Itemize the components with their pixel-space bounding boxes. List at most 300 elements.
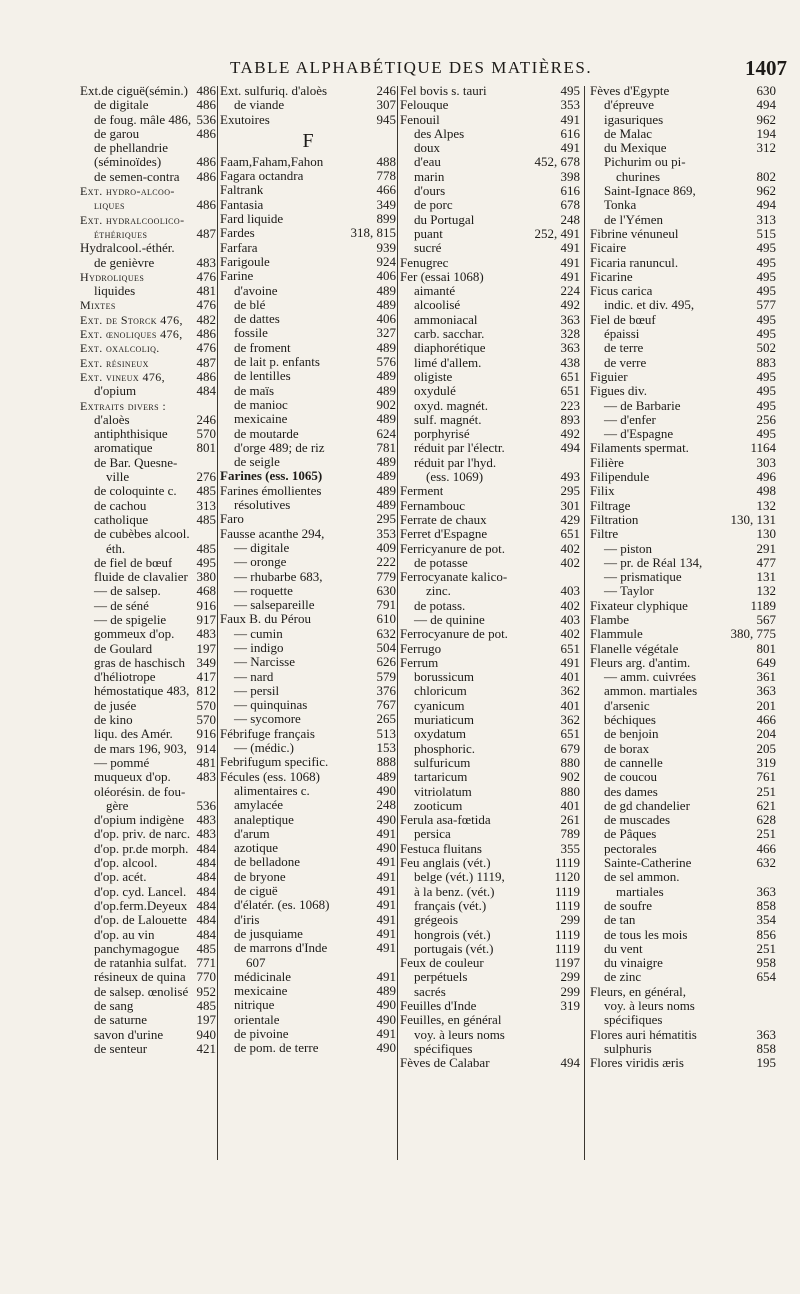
entry-term: — nard: [234, 669, 274, 684]
index-entry: [80, 656, 216, 670]
entry-page-ref: 1119: [554, 940, 580, 956]
entry-page-ref: 380: [196, 569, 216, 585]
entry-page-ref: 486: [196, 197, 216, 213]
entry-term: vitriolatum: [414, 784, 472, 799]
entry-term: Ferret d'Espagne: [400, 527, 488, 542]
index-columns: [80, 84, 780, 1244]
entry-term: oxyd. magnét.: [414, 398, 489, 413]
index-entry: [400, 370, 580, 384]
entry-term: Ext. sulfuriq. d'aloès: [220, 84, 328, 98]
entry-term: de gd chandelier: [604, 798, 690, 813]
entry-page-ref: 486: [196, 154, 216, 170]
entry-page-ref: 363: [560, 340, 580, 356]
index-entry: [400, 684, 580, 698]
index-entry: [220, 455, 396, 469]
entry-term: savon d'urine: [94, 1027, 164, 1042]
entry-page-ref: 489: [376, 382, 396, 398]
entry-page-ref: 327: [376, 325, 396, 341]
index-entry: [80, 1042, 216, 1056]
entry-page-ref: 328: [560, 326, 580, 342]
index-entry: [400, 327, 580, 341]
index-entry: [400, 170, 580, 184]
entry-term: Fèves d'Egypte: [590, 84, 670, 98]
entry-term: du vent: [604, 941, 643, 956]
index-entry: [220, 641, 396, 655]
entry-page-ref: 312: [756, 140, 776, 156]
entry-term: grégeois: [414, 913, 459, 928]
entry-term: d'avoine: [234, 283, 278, 298]
entry-term: — d'enfer: [604, 412, 656, 427]
index-entry: [220, 998, 396, 1012]
entry-term: Flanelle végétale: [590, 641, 679, 656]
index-entry: [80, 356, 216, 370]
entry-page-ref: 490: [376, 840, 396, 856]
index-entry: [400, 227, 580, 241]
entry-page-ref: 767: [376, 697, 396, 713]
entry-page-ref: [774, 999, 776, 1013]
index-entry: [400, 98, 580, 112]
entry-page-ref: 567: [756, 611, 776, 627]
index-entry: [220, 398, 396, 412]
entry-term: de blé: [234, 297, 266, 312]
entry-page-ref: 486: [196, 97, 216, 113]
index-entry: [80, 284, 216, 298]
entry-page-ref: 194: [756, 125, 776, 141]
entry-term: Fard liquide: [220, 212, 284, 227]
entry-term: pectorales: [604, 841, 657, 856]
index-entry: [80, 170, 216, 184]
index-entry: [400, 384, 580, 398]
index-entry: [220, 198, 396, 212]
entry-term: Fiel de bœuf: [590, 312, 656, 327]
index-entry: [80, 699, 216, 713]
entry-page-ref: 495: [756, 240, 776, 256]
index-entry: [80, 684, 216, 698]
entry-term: Feux de couleur: [400, 956, 484, 971]
entry-page-ref: 401: [560, 797, 580, 813]
entry-term: — roquette: [234, 583, 293, 598]
entry-page-ref: 917: [196, 611, 216, 627]
entry-term: à la benz. (vét.): [414, 884, 495, 899]
entry-term: de terre: [604, 341, 644, 356]
entry-page-ref: 678: [560, 197, 580, 213]
index-entry: [220, 727, 396, 741]
index-entry: [590, 241, 776, 255]
entry-page-ref: 481: [196, 283, 216, 299]
index-entry: [590, 742, 776, 756]
index-entry: [80, 213, 216, 227]
index-column-2: [220, 84, 396, 1164]
entry-term: Ext. hydralcoolico-: [80, 212, 185, 227]
index-entry: [220, 498, 396, 512]
index-entry: [220, 512, 396, 526]
entry-term: d'op. pr.de morph.: [94, 841, 189, 856]
entry-page-ref: 495: [756, 254, 776, 270]
index-entry: [80, 98, 216, 112]
entry-term: antiphthisique: [94, 427, 168, 442]
index-entry: [220, 298, 396, 312]
entry-page-ref: 495: [756, 383, 776, 399]
index-entry: [400, 999, 580, 1013]
entry-term: mexicaine: [234, 412, 288, 427]
index-entry: [80, 127, 216, 141]
entry-term: de porc: [414, 198, 453, 213]
entry-term: Ficarine: [590, 269, 633, 284]
entry-page-ref: 483: [196, 826, 216, 842]
index-entry: [220, 312, 396, 326]
entry-term: de seigle: [234, 455, 280, 470]
index-entry: [220, 226, 396, 240]
entry-page-ref: 313: [196, 497, 216, 513]
index-entry: [590, 327, 776, 341]
entry-page-ref: 495: [560, 83, 580, 98]
index-entry: [80, 84, 216, 98]
index-entry: [220, 255, 396, 269]
entry-page-ref: 1119: [554, 883, 580, 899]
index-entry: [80, 399, 216, 413]
entry-page-ref: 945: [376, 111, 396, 127]
entry-page-ref: 354: [756, 912, 776, 928]
entry-page-ref: 291: [756, 540, 776, 556]
entry-page-ref: 363: [756, 883, 776, 899]
entry-term: Filtration: [590, 512, 639, 527]
entry-page-ref: 483: [196, 812, 216, 828]
entry-page-ref: 495: [756, 311, 776, 327]
entry-term: Fenugrec: [400, 255, 449, 270]
entry-term: Ficus carica: [590, 284, 653, 299]
entry-term: igasuriques: [604, 112, 664, 127]
entry-page-ref: [578, 1028, 580, 1042]
entry-term: Fardes: [220, 226, 255, 241]
index-entry: [80, 856, 216, 870]
entry-term: puant: [414, 226, 443, 241]
entry-page-ref: 779: [376, 568, 396, 584]
entry-term: Ext. œnoliques 476,: [80, 327, 183, 342]
entry-term: du Portugal: [414, 212, 475, 227]
entry-page-ref: 380, 775: [730, 626, 776, 642]
entry-page-ref: 651: [560, 526, 580, 542]
entry-term: Ferrugo: [400, 641, 442, 656]
index-entry: [220, 1013, 396, 1027]
entry-term: de cannelle: [604, 755, 663, 770]
index-entry: [220, 684, 396, 698]
entry-page-ref: 402: [560, 540, 580, 556]
entry-page-ref: 1189: [750, 597, 776, 613]
entry-page-ref: 401: [560, 697, 580, 713]
index-entry: [220, 798, 396, 812]
index-entry: [590, 827, 776, 841]
entry-page-ref: 484: [196, 840, 216, 856]
entry-page-ref: 632: [376, 625, 396, 641]
entry-term: de semen-contra: [94, 169, 180, 184]
entry-term: Mixtes: [80, 298, 116, 313]
entry-page-ref: 353: [376, 525, 396, 541]
column-divider: [397, 86, 398, 1160]
index-entry: [80, 956, 216, 970]
entry-page-ref: 513: [376, 725, 396, 741]
entry-term: Fernambouc: [400, 498, 465, 513]
entry-page-ref: 489: [376, 368, 396, 384]
entry-term: Ferment: [400, 484, 444, 499]
entry-term: Faam,Faham,Fahon: [220, 154, 324, 169]
column-divider: [584, 86, 585, 1160]
column-divider: [217, 86, 218, 1160]
entry-term: de mars 196, 903,: [94, 741, 187, 756]
entry-term: Ferrocyanure de pot.: [400, 627, 508, 642]
index-entry: [80, 570, 216, 584]
index-entry: [400, 527, 580, 541]
entry-term: d'épreuve: [604, 98, 654, 113]
entry-page-ref: 624: [376, 425, 396, 441]
index-entry: [80, 742, 216, 756]
entry-term: de froment: [234, 340, 291, 355]
entry-term: résolutives: [234, 498, 291, 513]
entry-term: de senteur: [94, 1041, 148, 1056]
entry-term: de foug. mâle 486,: [94, 112, 192, 127]
entry-page-ref: 761: [756, 769, 776, 785]
entry-page-ref: 495: [756, 283, 776, 299]
entry-page-ref: 789: [560, 826, 580, 842]
entry-page-ref: 476: [196, 268, 216, 284]
index-entry: [400, 727, 580, 741]
entry-page-ref: 494: [560, 440, 580, 456]
index-entry: [220, 884, 396, 898]
index-entry: [400, 813, 580, 827]
entry-term: de phellandrie: [94, 141, 168, 156]
entry-term: Ferrum: [400, 655, 439, 670]
entry-page-ref: 362: [560, 712, 580, 728]
entry-page-ref: 616: [560, 125, 580, 141]
entry-term: de potass.: [414, 598, 466, 613]
index-entry: [590, 870, 776, 884]
entry-term: Fixateur clyphique: [590, 598, 688, 613]
entry-term: ammon. martiales: [604, 684, 698, 699]
index-entry: [400, 770, 580, 784]
entry-page-ref: [578, 570, 580, 584]
entry-term: de manioc: [234, 397, 288, 412]
index-entry: [400, 198, 580, 212]
entry-page-ref: 251: [756, 783, 776, 799]
entry-page-ref: 491: [376, 911, 396, 927]
entry-page-ref: 801: [196, 440, 216, 456]
entry-page-ref: 363: [756, 1026, 776, 1042]
entry-term: de pivoine: [234, 1027, 289, 1041]
index-entry: [80, 370, 216, 384]
entry-page-ref: 489: [376, 768, 396, 784]
entry-page-ref: 491: [376, 925, 396, 941]
entry-term: de zinc: [604, 970, 642, 985]
index-entry: [400, 413, 580, 427]
index-entry: [590, 227, 776, 241]
index-entry: [400, 1028, 580, 1042]
entry-term: Hydroliques: [80, 269, 145, 284]
index-entry: [590, 1042, 776, 1056]
index-entry: [590, 799, 776, 813]
index-entry: [400, 456, 580, 470]
entry-term: Fibrine vénuneul: [590, 226, 679, 241]
index-entry: [590, 699, 776, 713]
entry-term: de muscades: [604, 813, 671, 828]
entry-page-ref: 251: [756, 826, 776, 842]
index-entry: [400, 599, 580, 613]
entry-term: analeptique: [234, 812, 294, 827]
entry-page-ref: 490: [376, 1011, 396, 1027]
entry-page-ref: 495: [756, 268, 776, 284]
entry-page-ref: 153: [376, 740, 396, 756]
index-entry: [220, 284, 396, 298]
entry-page-ref: 489: [376, 296, 396, 312]
entry-term: éth.: [106, 541, 126, 556]
entry-page-ref: 361: [756, 669, 776, 685]
entry-term: sucré: [414, 241, 442, 256]
entry-term: ville: [106, 470, 130, 485]
index-entry: [590, 170, 776, 184]
index-entry: [220, 541, 396, 555]
entry-page-ref: 483: [196, 626, 216, 642]
entry-term: français (vét.): [414, 898, 487, 913]
index-entry: [400, 613, 580, 627]
entry-page-ref: 1119: [554, 897, 580, 913]
entry-page-ref: 630: [376, 582, 396, 598]
entry-page-ref: 406: [376, 268, 396, 284]
entry-term: tartaricum: [414, 770, 468, 785]
index-entry: [590, 155, 776, 169]
entry-term: sulphuris: [604, 1041, 652, 1056]
entry-page-ref: [578, 1013, 580, 1027]
entry-term: d'arsenic: [604, 698, 650, 713]
entry-page-ref: 651: [560, 368, 580, 384]
entry-page-ref: 205: [756, 740, 776, 756]
entry-term: — piston: [604, 541, 653, 556]
entry-page-ref: 318, 815: [350, 225, 396, 241]
entry-term: de soufre: [604, 898, 653, 913]
index-entry: [590, 842, 776, 856]
index-entry: [400, 870, 580, 884]
entry-term: de saturne: [94, 1013, 148, 1028]
entry-page-ref: 778: [376, 168, 396, 184]
index-entry: [400, 427, 580, 441]
entry-page-ref: 893: [560, 411, 580, 427]
entry-term: Fèves de Calabar: [400, 1056, 490, 1071]
index-entry: [80, 870, 216, 884]
entry-page-ref: 649: [756, 654, 776, 670]
entry-term: Ext. oxalcoliq.: [80, 341, 160, 356]
entry-term: Extraits divers :: [80, 398, 167, 413]
entry-term: catholique: [94, 512, 149, 527]
entry-page-ref: 197: [196, 1012, 216, 1028]
entry-term: gras de haschisch: [94, 655, 185, 670]
entry-page-ref: 812: [196, 683, 216, 699]
entry-term: Farigoule: [220, 254, 270, 269]
index-entry: [220, 484, 396, 498]
entry-term: fossile: [234, 326, 268, 341]
entry-term: de lentilles: [234, 369, 291, 384]
entry-page-ref: 486: [196, 83, 216, 98]
entry-page-ref: 488: [376, 153, 396, 169]
index-entry: [220, 555, 396, 569]
entry-page-ref: 902: [560, 769, 580, 785]
entry-page-ref: 484: [196, 897, 216, 913]
entry-page-ref: 489: [376, 282, 396, 298]
index-entry: [590, 556, 776, 570]
entry-term: Fleurs, en général,: [590, 984, 687, 999]
entry-page-ref: 491: [376, 968, 396, 984]
entry-page-ref: [774, 985, 776, 999]
entry-term: — rhubarbe 683,: [234, 569, 323, 584]
entry-term: zinc.: [426, 584, 451, 599]
entry-page-ref: 883: [756, 354, 776, 370]
index-entry: [400, 84, 580, 98]
index-entry: [590, 370, 776, 384]
index-entry: [400, 899, 580, 913]
entry-term: liqu. des Amér.: [94, 727, 173, 742]
entry-page-ref: 494: [560, 1055, 580, 1071]
index-entry: [220, 941, 396, 955]
index-entry: [400, 970, 580, 984]
index-entry: [80, 256, 216, 270]
index-entry: [220, 341, 396, 355]
entry-term: Flammule: [590, 627, 643, 642]
index-entry: [80, 499, 216, 513]
index-entry: [80, 470, 216, 484]
entry-term: orientale: [234, 1012, 280, 1027]
entry-term: — cumin: [234, 626, 283, 641]
index-entry: [220, 698, 396, 712]
index-entry: [220, 984, 396, 998]
entry-term: marin: [414, 169, 445, 184]
entry-term: Farines émollientes: [220, 483, 322, 498]
index-entry: [400, 313, 580, 327]
entry-page-ref: 301: [560, 497, 580, 513]
entry-page-ref: 466: [376, 182, 396, 198]
entry-term: d'aloès: [94, 412, 130, 427]
entry-page-ref: 495: [756, 397, 776, 413]
index-entry: [400, 241, 580, 255]
entry-page-ref: 299: [560, 912, 580, 928]
entry-page-ref: 484: [196, 855, 216, 871]
entry-page-ref: 485: [196, 540, 216, 556]
entry-page-ref: 924: [376, 253, 396, 269]
entry-page-ref: 536: [196, 797, 216, 813]
entry-page-ref: 481: [196, 754, 216, 770]
index-entry: [590, 313, 776, 327]
entry-term: Felouque: [400, 98, 449, 113]
entry-term: Faro: [220, 512, 244, 527]
entry-page-ref: 484: [196, 883, 216, 899]
entry-term: Feu anglais (vét.): [400, 856, 491, 871]
index-entry: [220, 784, 396, 798]
index-entry: [590, 584, 776, 598]
entry-page-ref: 498: [756, 483, 776, 499]
entry-term: Ext.de ciguë(sémin.): [80, 84, 188, 98]
entry-term: Flores auri hématitis: [590, 1027, 697, 1042]
entry-term: de Bar. Quesne-: [94, 455, 178, 470]
index-entry: [400, 742, 580, 756]
index-entry: [80, 785, 216, 799]
entry-term: alcoolisé: [414, 298, 461, 313]
entry-page-ref: 858: [756, 897, 776, 913]
index-entry: [590, 399, 776, 413]
index-entry: [80, 298, 216, 312]
index-entry: [80, 341, 216, 355]
entry-page-ref: 484: [196, 926, 216, 942]
index-entry: [220, 870, 396, 884]
entry-page-ref: 485: [196, 998, 216, 1013]
index-entry: [590, 384, 776, 398]
index-entry: [590, 127, 776, 141]
index-entry: [590, 298, 776, 312]
index-entry: [590, 1028, 776, 1042]
